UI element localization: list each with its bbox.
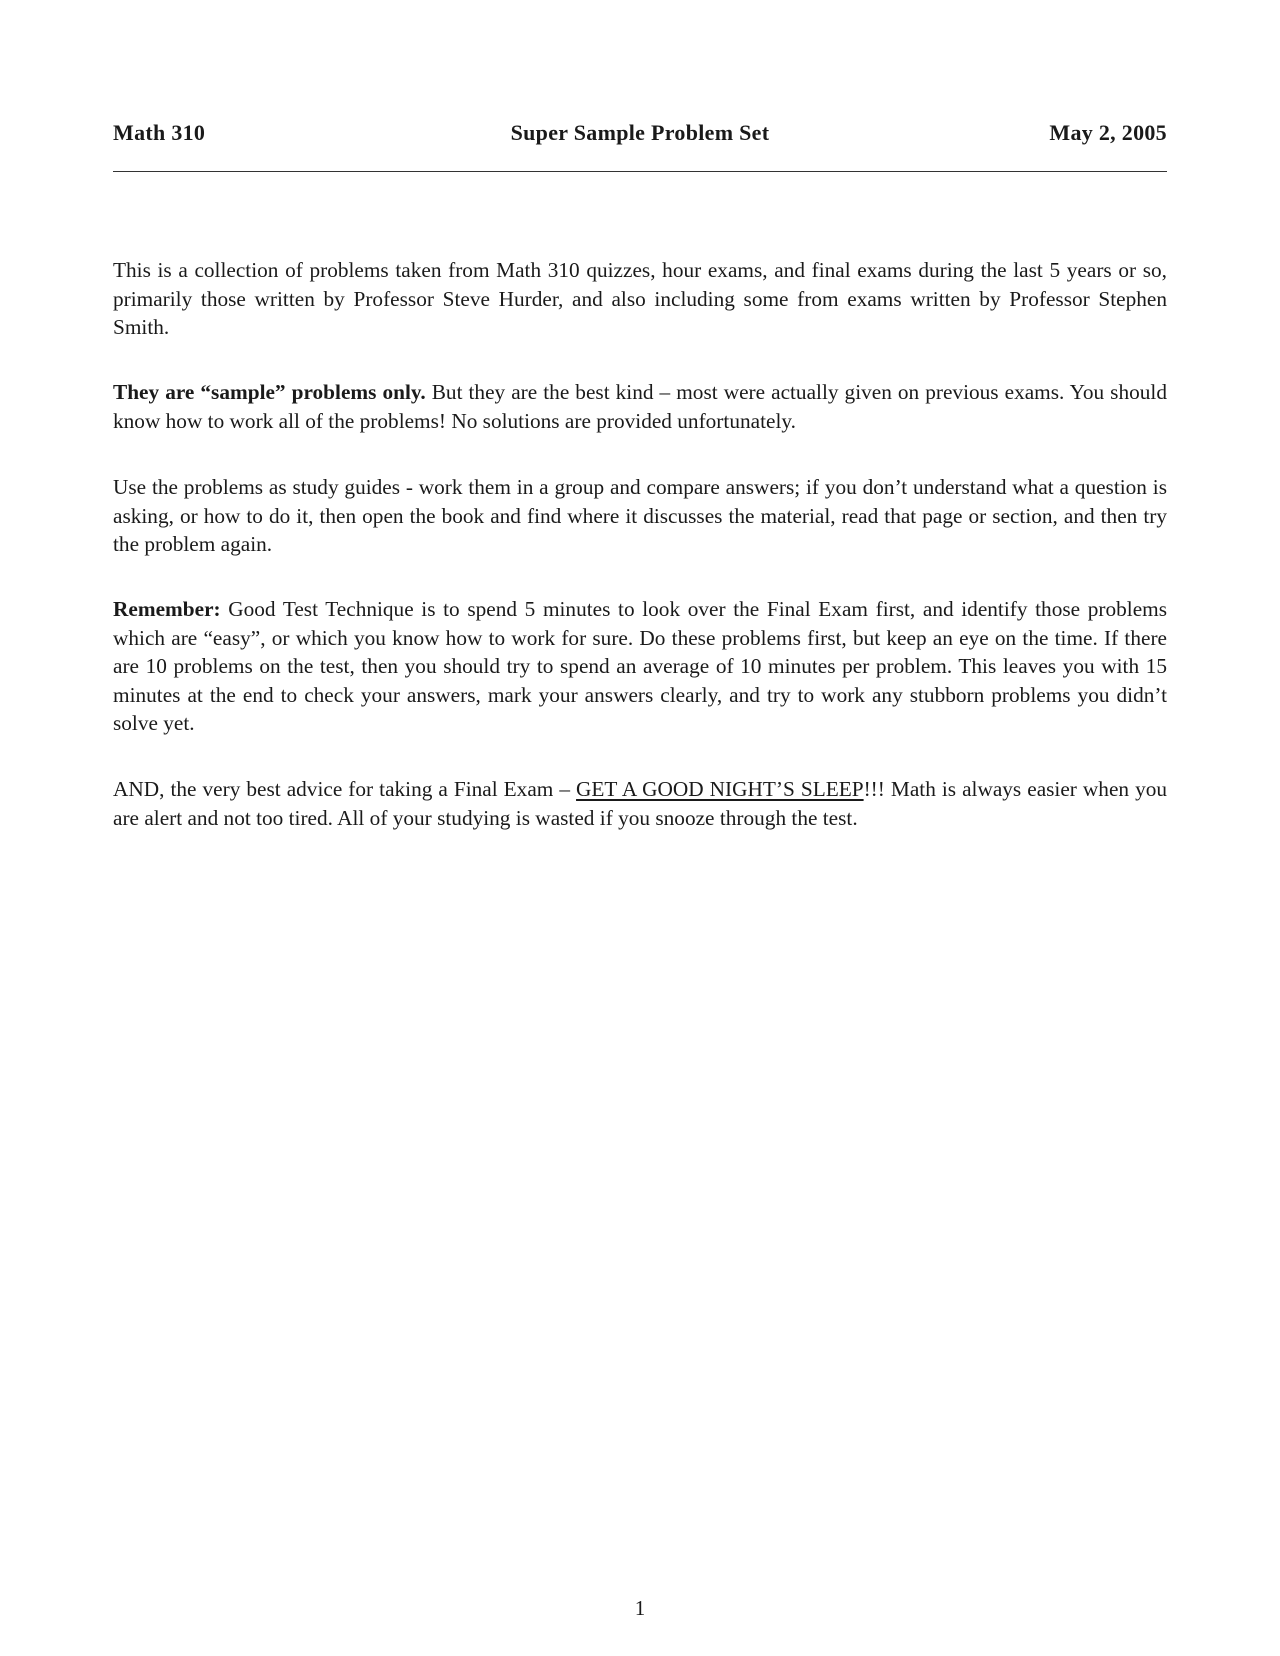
advice-paragraph: [113, 775, 1167, 832]
advice-intro: AND, the very best advice for taking a Final Exam –: [113, 777, 577, 801]
study-text: Use the problems as study guides - work them in a group and compare answers; if you don’t understand what a question is asking, or how to do it, then open the book and find where it discusses the material, read that page or section, and then try the problem again.: [113, 475, 1167, 557]
sleep-advice: GET A GOOD NIGHT’S SLEEP: [576, 777, 864, 801]
sample-emphasis: They are “sample” problems only.: [113, 380, 426, 404]
document-title: Super Sample Problem Set: [510, 120, 770, 145]
advice-body: !!! Math is always easier when you are alert and not too tired. All of your studying is wasted if you snooze through the test.: [113, 777, 1168, 830]
sample-paragraph: [113, 378, 1167, 435]
document-date: May 2, 2005: [1049, 120, 1167, 145]
study-paragraph: [113, 473, 1167, 559]
remember-body: Good Test Technique is to spend 5 minutes to look over the Final Exam first, and identify those problems which are “easy”, or which you know how to work for sure. Do these problems first, but keep an eye on the time. If there are 10 problems on the test, then you should try to spend an average of 10 minutes per problem. This leaves you with 15 minutes at the end to check your answers, mark your answers clearly, and try to work any stubborn problems you didn’t solve yet.: [113, 597, 1167, 736]
remember-label: Remember:: [113, 597, 221, 621]
page-header: [113, 120, 1167, 150]
page-number: 1: [634, 1596, 646, 1620]
remember-text: [113, 595, 1167, 738]
sample-body: But they are the best kind – most were actually given on previous exams. You should know how to work all of the problems! No solutions are provided unfortunately.: [113, 380, 1167, 433]
intro-paragraph: [113, 256, 1167, 342]
advice-text: [113, 775, 1167, 832]
course-label: Math 310: [113, 120, 206, 145]
header-divider: [113, 171, 1167, 172]
sample-text: [113, 378, 1167, 435]
intro-text: This is a collection of problems taken from Math 310 quizzes, hour exams, and final exams during the last 5 years or so, primarily those written by Professor Steve Hurder, and also including some from exams written by Professor Stephen Smith.: [113, 258, 1167, 340]
remember-paragraph: [113, 595, 1167, 738]
